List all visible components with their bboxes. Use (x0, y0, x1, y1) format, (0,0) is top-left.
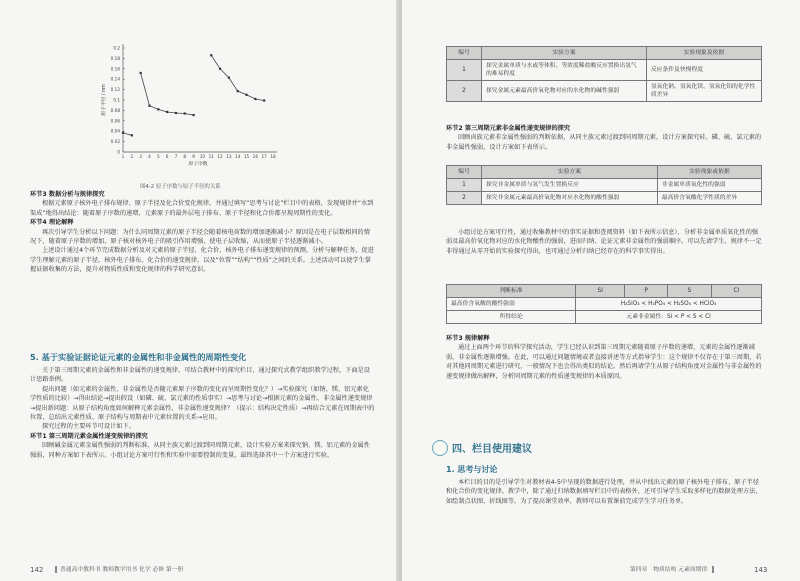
t3-row2-label: 所得结论 (447, 311, 576, 324)
y-tick-label: 0.06 (110, 118, 120, 124)
x-tick-label: 13 (226, 154, 232, 159)
t3-row1-value: H₂SiO₃ < H₃PO₄ < H₂SO₄ < HClO₄ (576, 298, 762, 311)
y-tick-label: 0.08 (110, 107, 120, 113)
right-text-block-2 (446, 228, 762, 256)
t1-header-0: 编号 (447, 47, 482, 60)
data-point (228, 77, 230, 79)
y-tick-label: 0.14 (110, 76, 120, 82)
x-tick-label: 2 (130, 154, 134, 159)
left-text-block-2 (30, 366, 375, 460)
y-tick-label: 0.16 (110, 66, 120, 72)
t1-header-2: 实验现象及依据 (646, 47, 761, 60)
right-page (402, 0, 800, 581)
right-link3-body: 通过上面两个环节的科学探究活动，学生已经认识到第三周期元素随着原子序数的递增，元素的金属性逐渐减弱，非金属性逐渐增强。在此，可以通过问题情境或者直接讲述等方式指导学生：这个规律不仅存在于第三周期，若对其他同周期元素进行研究，一般情况下也会得出类似的结论。然后再请学生从原子结构角度对金属性与非金属性的递变规律做出解释，分析同周期元素的性质递变规律的本质原因。 (446, 344, 762, 380)
x-tick-label: 6 (165, 154, 169, 159)
right-footer-title: 物质结构 元素周期律 (653, 567, 708, 573)
data-point (254, 98, 256, 100)
nonmetal-experiment-table (446, 165, 762, 205)
data-point (263, 99, 265, 101)
link1-title: 环节1 第三周期元素金属性递变规律的探究 (30, 432, 148, 440)
data-point (148, 105, 150, 107)
chart-svg (95, 40, 285, 180)
left-page-number: 142 (30, 566, 44, 574)
link2-body: 回顾卤族元素非金属性强弱的判断依据，从同主族元素过渡到同周期元素，设计方案探究硅、磷、硫、氯元素的非金属性强弱，设计方案如下表所示。 (446, 134, 762, 151)
x-tick-label: 18 (270, 154, 276, 159)
data-point (184, 112, 186, 114)
data-point (219, 68, 221, 70)
t2-row1-basis: 非金属单质氧化性的强弱 (657, 179, 761, 192)
y-tick-label: 0.1 (113, 97, 120, 103)
t3-row1-label: 最高价含氧酸的酸性强弱 (447, 298, 576, 311)
x-tick-label: 5 (156, 154, 160, 159)
t1-row1-basis: 反应条件及快慢程度 (646, 60, 761, 81)
left-text-block-1 (30, 190, 375, 275)
t1-row2-basis: 氢氧化钠、氢氧化镁、氢氧化铝的化学性质差异 (646, 81, 761, 102)
t1-row1-plan: 探究金属单质与水或等体积、等浓度稀盐酸反应置换出氢气的难易程度 (482, 60, 647, 81)
chart-caption: 图4-2 原子序数与原子半径的关系 (140, 184, 221, 190)
data-point (192, 114, 194, 116)
t3-header-2: P (625, 285, 668, 298)
x-tick-label: 3 (139, 154, 142, 159)
section-circle-icon (432, 440, 448, 456)
metal-experiment-table (446, 46, 762, 102)
sec5-body3: 探究过程的主要环节可设计如下。 (42, 423, 135, 431)
y-tick-label: 0.04 (110, 128, 120, 134)
x-tick-label: 17 (261, 154, 267, 159)
x-tick-label: 11 (208, 154, 214, 159)
data-point (210, 54, 212, 56)
t2-row1-plan: 探究非金属单质与氢气发生置换反应 (482, 179, 658, 192)
x-tick-label: 1 (121, 154, 125, 159)
right-link3-title: 环节3 规律解释 (446, 335, 490, 342)
data-point (157, 108, 159, 110)
data-point (175, 112, 177, 114)
right-footer-chapter: 第四章 (630, 567, 648, 573)
series-line-period1 (123, 133, 132, 136)
acidity-table (446, 284, 762, 324)
y-tick-label: 0.12 (110, 87, 120, 93)
data-point (131, 134, 133, 136)
big-section-title: 四、栏目使用建议 (452, 444, 532, 455)
sec5-body2: 提出问题（如元素的金属性、非金属性是否随元素原子序数的变化而呈周期性变化？）→实验探究（如钠、镁、铝元素化学性质的比较）→得出结论→提出假设（如磷、硫、氯元素的性质事实）→思考与讨论→根据元素的金属性、非金属性递变规律→提出新问题：从原子结构角度如何解释元素金属性、非金属性递变规律？（提示：结构决定性质）→再结合元素在周期表中的位置，总结出元素性质、原子结构与周期表中元素位置的关系→应用。 (30, 385, 375, 422)
right-text-block-1 (446, 124, 762, 152)
series-line-period2 (141, 73, 194, 115)
link2-title: 环节2 第三周期元素非金属性递变规律的探究 (446, 125, 571, 132)
link2-body2: 小组讨论方案可行性，通过收集教材中的事实证据和查阅资料（如下表所示信息），分析非金属单质氧化性的强弱及最高价氧化物对应的水化物酸性的强弱，进而归纳、论证元素非金属性的强弱顺序。可以先请学生、规律不一定非得通过从零开始的实验探究得出，也可通过分析归纳已经存在的科学事实得出。 (446, 229, 762, 255)
data-point (140, 72, 142, 74)
right-text-block-4 (446, 478, 762, 506)
x-tick-label: 16 (252, 154, 259, 159)
link3-title: 环节3 数据分析与规律探究 (30, 191, 105, 198)
atomic-radius-chart (95, 40, 285, 180)
y-tick-label: 0.18 (110, 55, 120, 61)
link4-title: 环节4 理论解释 (30, 219, 74, 227)
t3-row2-value: 元素非金属性：Si < P < S < Cl (576, 311, 762, 324)
y-tick-label: 0 (117, 149, 120, 155)
right-text-block-3 (446, 334, 762, 381)
y-tick-label: 0.02 (110, 139, 120, 145)
data-point (122, 132, 124, 134)
link1-body: 回顾碱金属元素金属性强弱的判断标准，从同主族元素过渡到同周期元素，设计实验方案来探究钠、镁、铝元素的金属性强弱，同种方案如下表所示。小组讨论方案可行性和实验中需要控制的变量，最终选择其中一个方案进行实验。 (30, 442, 370, 459)
t2-row1-num: 1 (447, 179, 482, 192)
data-point (245, 94, 247, 96)
x-tick-label: 14 (235, 154, 241, 159)
y-axis-label: 原子半径 / nm (102, 84, 107, 116)
t2-row2-basis: 最高价含氧酸化学性质的差异 (657, 192, 761, 205)
data-point (237, 90, 239, 92)
t2-header-1: 实验方案 (482, 166, 658, 179)
t2-row2-num: 2 (447, 192, 482, 205)
sub-section-title: 1. 思考与讨论 (446, 465, 498, 474)
y-tick-label: 0.2 (113, 45, 120, 51)
t3-header-1: Si (576, 285, 625, 298)
t2-row2-plan: 探究非金属元素最高价氧化物对应水化物的酸性强弱 (482, 192, 658, 205)
t1-row2-plan: 探究金属元素最高价氧化物对应的水化物的碱性强弱 (482, 81, 647, 102)
t2-header-0: 编号 (447, 166, 482, 179)
t1-header-1: 实验方案 (482, 47, 647, 60)
x-tick-label: 8 (183, 154, 187, 159)
x-axis-label: 原子序数 (188, 162, 208, 167)
x-tick-label: 9 (192, 154, 195, 159)
final-body: 本栏目的目的是引导学生对教材表4-5中呈现的数据进行处理，并从中找出元素的原子核外电子排布、原子半径和化合价的变化规律。教学中，除了通过归纳数据填写栏目中的表格外，还可引导学生采取多样化的数据处理方法，如绘制点状图、折线图等，为了提高课堂效率，教师可以布置课前完成学生学习任务单。 (446, 479, 762, 505)
series-line-period3 (211, 55, 264, 100)
section5-title: 5. 基于实验证据论证元素的金属性和非金属性的周期性变化 (30, 352, 247, 362)
t3-header-3: S (668, 285, 712, 298)
left-footer (52, 564, 183, 573)
left-page (0, 0, 398, 581)
sec5-body1: 关于第三周期元素的金属性和非金属性的递变规律，可结合教材中的探究栏目，通过探究式教学组织教学过程，下面是设计思路举例。 (30, 367, 370, 384)
t1-row2-num: 2 (447, 81, 482, 102)
t1-row1-num: 1 (447, 60, 482, 81)
x-tick-label: 12 (217, 154, 223, 159)
left-footer-text: 普通高中教科书 教师教学用书 化学 必修 第一册 (60, 567, 184, 573)
t2-header-2: 实验现象或依据 (657, 166, 761, 179)
t3-header-4: Cl (711, 285, 761, 298)
x-tick-label: 15 (243, 154, 250, 159)
footer-bar-right (712, 566, 714, 573)
link4-body2: 上述设计通过4个环节完成数据分析及对元素的原子半径、化合价、核外电子排布递变规律的预测、分析与解释任务，促进学生理解元素的原子半径、核外电子排布、化合价的递变规律，以及“位置”“结构”“性质”之间的关系。上述活动可以使学生掌握证据收集的方法，提升对物质性质和变化规律的科学研究意识。 (30, 247, 374, 274)
x-tick-label: 4 (148, 154, 151, 159)
data-point (166, 111, 168, 113)
x-tick-label: 10 (199, 154, 206, 159)
link3-body: 根据元素原子核外电子排布规律、原子半径及化合价变化规律，并通过填写“思考与讨论”栏目中的表格，发现规律并“水到渠成”地得出结论：随着原子序数的递增，元素原子的最外层电子排布、原子半径和化合价都呈现周期性的变化。 (30, 200, 374, 217)
right-page-number: 143 (754, 566, 768, 574)
right-footer (630, 564, 717, 573)
x-tick-label: 7 (174, 154, 178, 159)
t3-header-0: 判断标准 (447, 285, 576, 298)
footer-bar (55, 566, 57, 573)
link4-body: 再次引导学生分析以下问题：为什么同周期元素的原子半径会随着核电荷数的增加逐渐减小？原因是在电子层数相同的情况下，随着原子序数的增加，原子核对核外电子的吸引作用增强，使电子层收缩，从而使原子半径逐渐减小。 (30, 228, 370, 246)
